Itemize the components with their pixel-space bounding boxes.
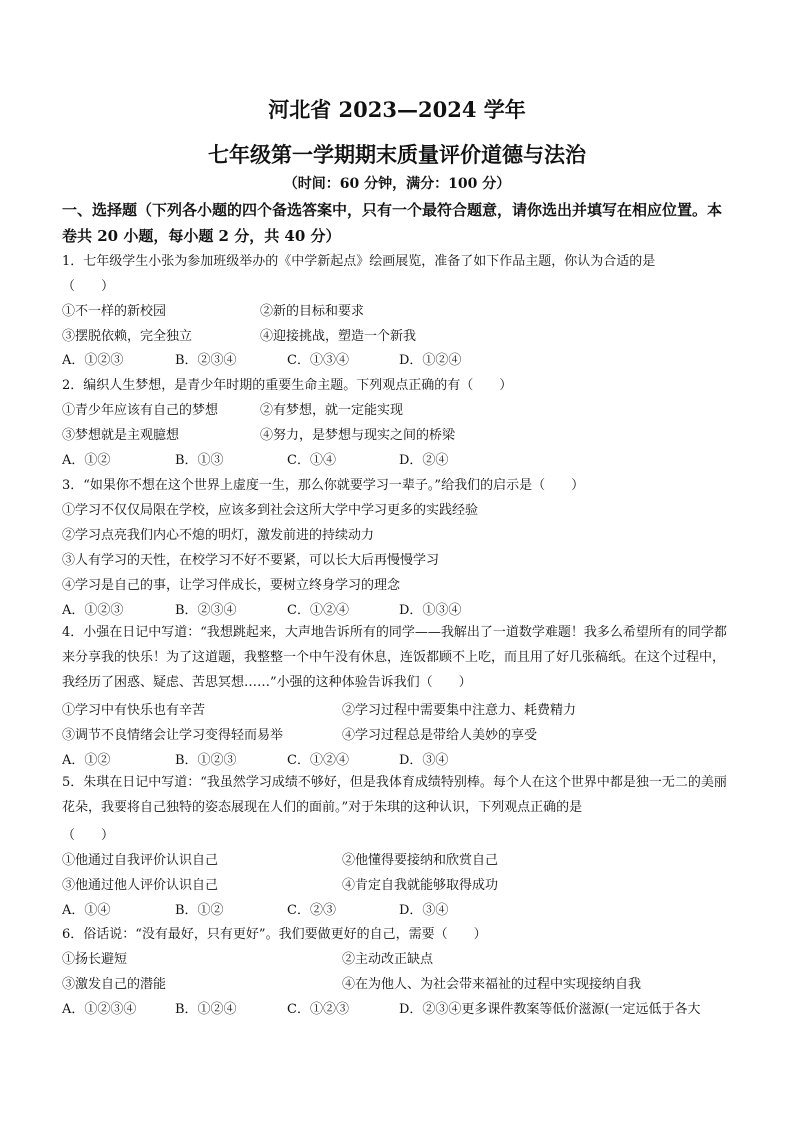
question-1-option-b: B．②③④	[175, 353, 237, 368]
question-2-option-d: D．②④	[399, 453, 449, 468]
question-3-option-b: B．②③④	[175, 603, 237, 618]
question-2-option-b: B．①③	[175, 453, 224, 468]
question-6-option-b: B．①②④	[175, 1002, 237, 1017]
question-5-option-d: D．③④	[399, 903, 449, 918]
question-1-item-4: ④迎接挑战，塑造一个新我	[260, 329, 417, 344]
question-3-item-1: ①学习不仅仅局限在学校，应该多到社会这所大学中学习更多的实践经验	[62, 503, 479, 518]
question-3-item-3: ③人有学习的天性，在校学习不好不要紧，可以长大后再慢慢学习	[62, 553, 440, 568]
question-6-option-d: D．②③④更多课件教案等低价滋源(一定远低于各大	[399, 1002, 701, 1017]
question-5-item-2: ②他懂得要接纳和欣赏自己	[342, 853, 499, 868]
question-4-option-b: B．①②③	[175, 753, 237, 768]
question-6-stem: 6．俗话说：“没有最好，只有更好”。我们要做更好的自己，需要（ ）	[62, 927, 487, 942]
question-1-option-d: D．①②④	[399, 353, 462, 368]
question-5-stem-cont: （ ）	[62, 828, 115, 843]
question-2-option-c: C．①④	[287, 453, 336, 468]
question-4-option-c: C．①②④	[287, 753, 349, 768]
question-4-item-3: ③调节不良情绪会让学习变得轻而易举	[62, 728, 284, 743]
question-5-option-b: B．①②	[175, 903, 224, 918]
question-1-item-1: ①不一样的新校园	[62, 304, 167, 319]
question-2-item-4: ④努力，是梦想与现实之间的桥梁	[260, 428, 456, 443]
question-5-stem: 5．朱琪在日记中写道：“我虽然学习成绩不够好，但是我体育成绩特别棒。每个人在这个世界中都是独一无二的美丽花朵，我要将自己独特的姿态展现在人们的面前。”对于朱琪的这种认识，下列观点正确的是	[62, 775, 727, 815]
question-6-item-4: ④在为他人、为社会带来福祉的过程中实现接纳自我	[342, 977, 642, 992]
question-3-item-2: ②学习点亮我们内心不熄的明灯，激发前进的持续动力	[62, 528, 375, 543]
question-2-item-3: ③梦想就是主观臆想	[62, 428, 180, 443]
question-1-item-2: ②新的目标和要求	[260, 304, 365, 319]
question-3-option-c: C．①②④	[287, 603, 349, 618]
question-3-item-4: ④学习是自己的事，让学习伴成长，要树立终身学习的理念	[62, 578, 401, 593]
question-4-stem: 4．小强在日记中写道：“我想跳起来，大声地告诉所有的同学——我解出了一道数学难题！我多么希望所有的同学都来分享我的快乐！为了这道题，我整整一个中午没有休息，连饭都顾不上吃，而且用了好几张稿纸。在这个过程中，我经历了困惑、疑虑、苦思冥想……”小强的这种体验告诉我们（ ）	[62, 625, 727, 690]
question-1-option-a: A．①②③	[62, 353, 124, 368]
question-5-option-c: C．②③	[287, 903, 336, 918]
question-1-option-c: C．①③④	[287, 353, 349, 368]
exam-title-line2: 七年级第一学期期末质量评价道德与法治	[208, 142, 586, 167]
question-6-item-2: ②主动改正缺点	[342, 952, 434, 967]
question-5-item-4: ④肯定自我就能够取得成功	[342, 878, 499, 893]
question-4-item-1: ①学习中有快乐也有辛苦	[62, 703, 206, 718]
question-2-item-1: ①青少年应该有自己的梦想	[62, 403, 219, 418]
question-1-stem-cont: （ ）	[62, 279, 115, 294]
question-5-item-1: ①他通过自我评价认识自己	[62, 853, 219, 868]
question-6-item-3: ③激发自己的潜能	[62, 977, 167, 992]
question-4-option-a: A．①②	[62, 753, 111, 768]
question-2-stem: 2．编织人生梦想，是青少年时期的重要生命主题。下列观点正确的有（ ）	[62, 378, 513, 393]
question-2-item-2: ②有梦想，就一定能实现	[260, 403, 404, 418]
question-3-option-a: A．①②③	[62, 603, 124, 618]
question-4-item-2: ②学习过程中需要集中注意力、耗费精力	[342, 703, 577, 718]
exam-title-line1: 河北省 2023—2024 学年	[268, 97, 526, 122]
question-4-option-d: D．③④	[399, 753, 449, 768]
question-5-option-a: A．①④	[62, 903, 111, 918]
question-4-item-4: ④学习过程总是带给人美妙的享受	[342, 728, 538, 743]
question-1-item-3: ③摆脱依赖，完全独立	[62, 329, 193, 344]
question-6-item-1: ①扬长避短	[62, 952, 128, 967]
question-3-option-d: D．①③④	[399, 603, 462, 618]
question-5-item-3: ③他通过他人评价认识自己	[62, 878, 219, 893]
exam-info: （时间：60 分钟，满分：100 分）	[283, 176, 511, 192]
question-1-stem: 1．七年级学生小张为参加班级举办的《中学新起点》绘画展览，准备了如下作品主题，你认为合适的是	[62, 254, 656, 269]
section-heading: 一、选择题（下列各小题的四个备选答案中，只有一个最符合题意，请你选出并填写在相应位置。本卷共 20 小题，每小题 2 分，共 40 分）	[62, 201, 723, 245]
question-6-option-c: C．①②③	[287, 1002, 349, 1017]
question-6-option-a: A．①②③④	[62, 1002, 137, 1017]
question-3-stem: 3．“如果你不想在这个世界上虚度一生，那么你就要学习一辈子。”给我们的启示是（ ）	[62, 478, 585, 493]
question-2-option-a: A．①②	[62, 453, 111, 468]
